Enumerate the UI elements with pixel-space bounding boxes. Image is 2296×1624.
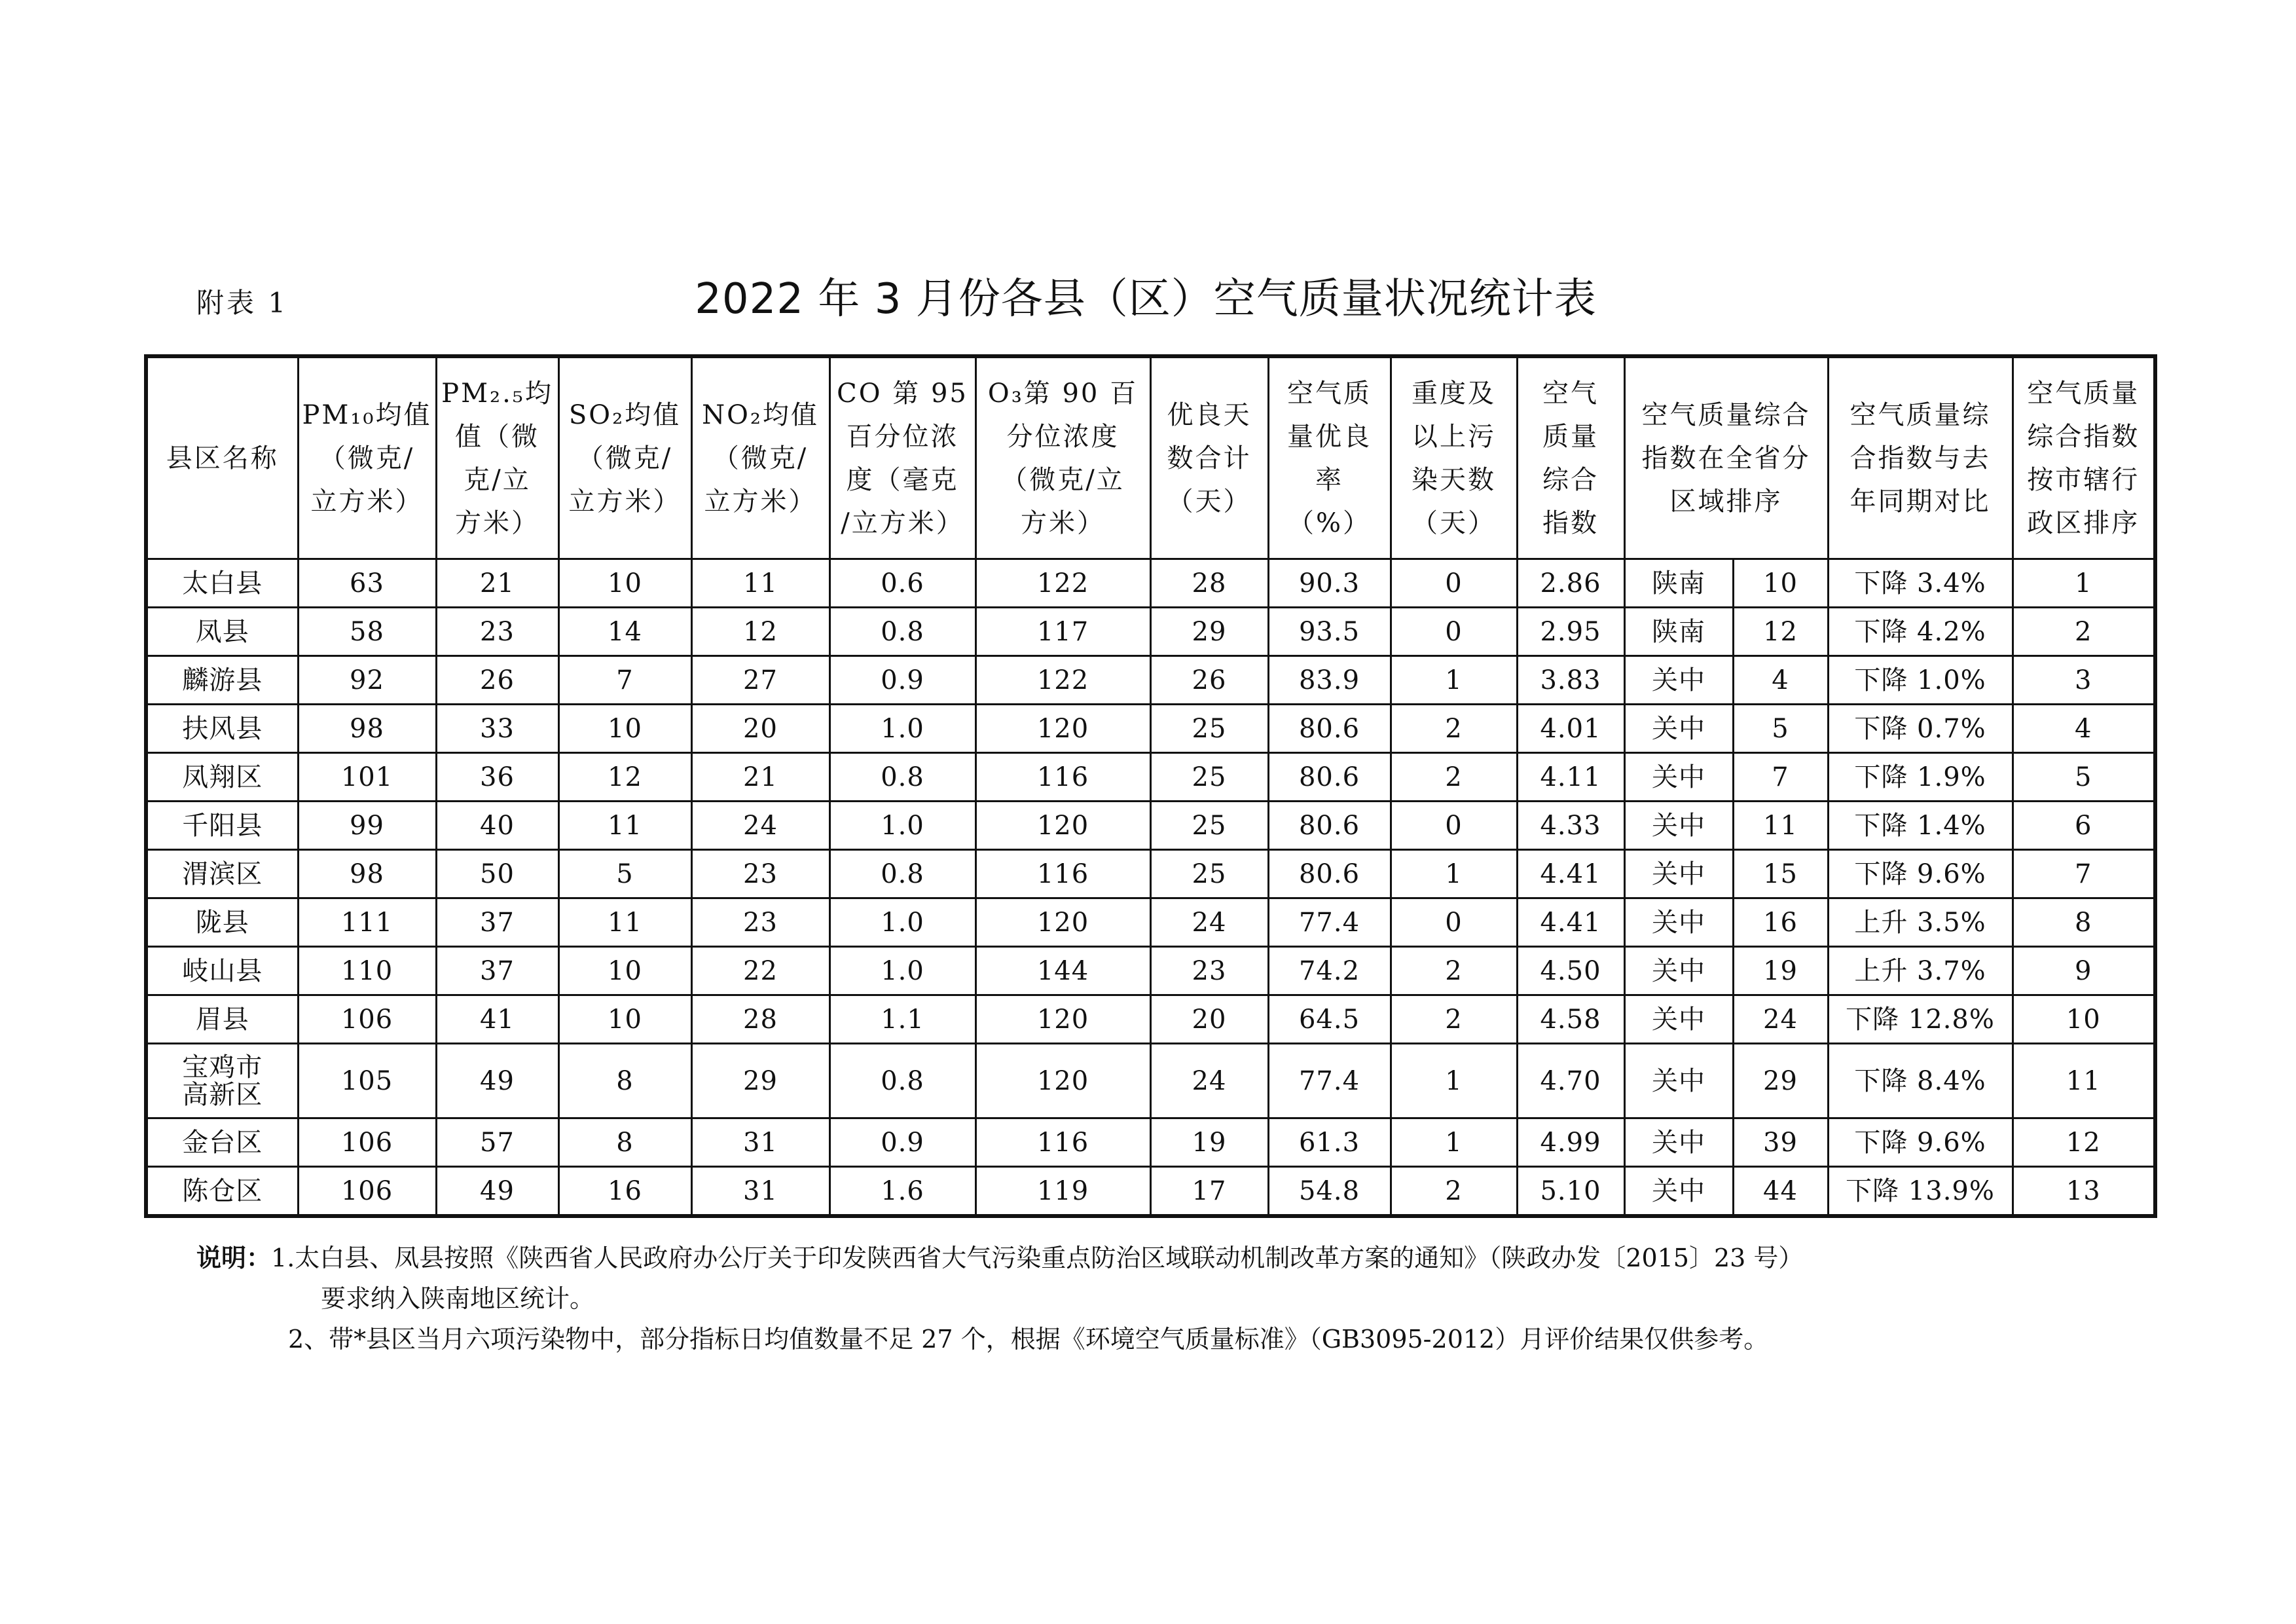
header-no2: NO₂均值 （微克/ 立方米） [691,356,829,559]
cell-o3: 116 [975,753,1150,802]
cell-region-rank: 16 [1733,898,1828,947]
cell-good-days: 29 [1150,608,1268,656]
cell-yoy: 上升 3.5% [1828,898,2013,947]
cell-so2: 8 [558,1044,691,1118]
cell-o3: 120 [975,802,1150,850]
cell-city-rank: 4 [2013,705,2155,753]
cell-so2: 7 [558,656,691,705]
cell-co: 0.6 [829,559,975,608]
cell-index: 2.86 [1517,559,1624,608]
cell-no2: 23 [691,850,829,898]
cell-pm25: 50 [436,850,558,898]
cell-severe-days: 1 [1391,850,1517,898]
cell-pm25: 49 [436,1167,558,1217]
notes [196,1238,1803,1359]
cell-index: 4.99 [1517,1118,1624,1167]
cell-good-days: 23 [1150,947,1268,995]
cell-o3: 144 [975,947,1150,995]
cell-region-rank: 15 [1733,850,1828,898]
cell-severe-days: 0 [1391,898,1517,947]
cell-region-rank: 19 [1733,947,1828,995]
cell-region-rank: 24 [1733,995,1828,1044]
cell-pm10: 106 [298,995,436,1044]
cell-good-rate: 93.5 [1268,608,1391,656]
table-header-row [146,356,2155,559]
header-co: CO 第 95 百分位浓 度（毫克 /立方米） [829,356,975,559]
cell-county-name: 陈仓区 [146,1167,298,1217]
cell-county-name: 宝鸡市 高新区 [146,1044,298,1118]
cell-index: 4.50 [1517,947,1624,995]
cell-co: 0.8 [829,753,975,802]
cell-so2: 5 [558,850,691,898]
cell-co: 1.1 [829,995,975,1044]
cell-region: 关中 [1624,850,1733,898]
cell-o3: 122 [975,559,1150,608]
cell-yoy: 下降 1.0% [1828,656,2013,705]
cell-county-name: 金台区 [146,1118,298,1167]
cell-city-rank: 13 [2013,1167,2155,1217]
cell-region-rank: 29 [1733,1044,1828,1118]
cell-pm10: 105 [298,1044,436,1118]
table-row [146,898,2155,947]
cell-good-days: 20 [1150,995,1268,1044]
cell-region-rank: 10 [1733,559,1828,608]
cell-city-rank: 10 [2013,995,2155,1044]
header-good-rate: 空气质 量优良 率 （%） [1268,356,1391,559]
cell-region: 关中 [1624,705,1733,753]
cell-city-rank: 1 [2013,559,2155,608]
cell-pm10: 63 [298,559,436,608]
cell-region-rank: 39 [1733,1118,1828,1167]
cell-pm10: 106 [298,1167,436,1217]
cell-city-rank: 6 [2013,802,2155,850]
cell-pm10: 98 [298,705,436,753]
cell-county-name: 渭滨区 [146,850,298,898]
cell-good-days: 19 [1150,1118,1268,1167]
cell-yoy: 下降 4.2% [1828,608,2013,656]
cell-good-rate: 61.3 [1268,1118,1391,1167]
cell-no2: 23 [691,898,829,947]
table-row [146,1167,2155,1217]
cell-city-rank: 8 [2013,898,2155,947]
appendix-label: 附表 1 [196,287,289,319]
cell-severe-days: 0 [1391,802,1517,850]
cell-good-rate: 80.6 [1268,753,1391,802]
cell-county-name: 扶风县 [146,705,298,753]
cell-no2: 12 [691,608,829,656]
table-row [146,947,2155,995]
cell-o3: 116 [975,850,1150,898]
cell-index: 2.95 [1517,608,1624,656]
cell-no2: 29 [691,1044,829,1118]
cell-pm25: 26 [436,656,558,705]
note-2: 2、带*县区当月六项污染物中，部分指标日均值数量不足 27 个，根据《环境空气质量标准》（GB3095-2012）月评价结果仅供参考。 [288,1325,1769,1354]
table-row [146,608,2155,656]
cell-good-rate: 74.2 [1268,947,1391,995]
cell-severe-days: 2 [1391,1167,1517,1217]
cell-good-rate: 77.4 [1268,1044,1391,1118]
table-row [146,559,2155,608]
cell-county-name: 陇县 [146,898,298,947]
header-so2: SO₂均值 （微克/ 立方米） [558,356,691,559]
cell-region: 关中 [1624,947,1733,995]
cell-o3: 120 [975,1044,1150,1118]
cell-city-rank: 5 [2013,753,2155,802]
cell-good-days: 25 [1150,802,1268,850]
cell-region-rank: 11 [1733,802,1828,850]
cell-severe-days: 2 [1391,753,1517,802]
header-good-days: 优良天 数合计 （天） [1150,356,1268,559]
air-quality-table [144,354,2157,1218]
cell-so2: 16 [558,1167,691,1217]
cell-region: 关中 [1624,753,1733,802]
header-province-rank: 空气质量综合 指数在全省分 区域排序 [1624,356,1828,559]
header-county-name: 县区名称 [146,356,298,559]
cell-county-name: 太白县 [146,559,298,608]
cell-co: 1.0 [829,947,975,995]
cell-county-name: 千阳县 [146,802,298,850]
cell-region: 关中 [1624,1118,1733,1167]
cell-pm25: 37 [436,898,558,947]
cell-good-rate: 80.6 [1268,705,1391,753]
page-title: 2022 年 3 月份各县（区）空气质量状况统计表 [695,275,1597,323]
cell-co: 0.9 [829,656,975,705]
cell-no2: 22 [691,947,829,995]
cell-co: 0.8 [829,850,975,898]
header-o3: O₃第 90 百 分位浓度 （微克/立 方米） [975,356,1150,559]
cell-pm10: 111 [298,898,436,947]
cell-region: 关中 [1624,898,1733,947]
cell-good-rate: 77.4 [1268,898,1391,947]
cell-region: 关中 [1624,1167,1733,1217]
cell-pm10: 101 [298,753,436,802]
cell-good-rate: 64.5 [1268,995,1391,1044]
note-1-continued: 要求纳入陕南地区统计。 [321,1284,595,1313]
cell-pm10: 99 [298,802,436,850]
cell-yoy: 下降 0.7% [1828,705,2013,753]
table-row [146,850,2155,898]
cell-co: 0.8 [829,1044,975,1118]
header-city-rank: 空气质量 综合指数 按市辖行 政区排序 [2013,356,2155,559]
table-row [146,753,2155,802]
cell-index: 4.70 [1517,1044,1624,1118]
cell-yoy: 下降 9.6% [1828,850,2013,898]
cell-county-name: 麟游县 [146,656,298,705]
cell-severe-days: 1 [1391,1044,1517,1118]
cell-index: 4.33 [1517,802,1624,850]
table-row [146,995,2155,1044]
cell-o3: 122 [975,656,1150,705]
cell-county-name: 眉县 [146,995,298,1044]
table-body [146,559,2155,1217]
table-row [146,1118,2155,1167]
cell-no2: 31 [691,1118,829,1167]
cell-so2: 8 [558,1118,691,1167]
cell-index: 4.58 [1517,995,1624,1044]
cell-no2: 11 [691,559,829,608]
cell-severe-days: 2 [1391,995,1517,1044]
cell-yoy: 下降 1.9% [1828,753,2013,802]
cell-good-days: 26 [1150,656,1268,705]
cell-good-days: 28 [1150,559,1268,608]
header-pm10: PM₁₀均值 （微克/ 立方米） [298,356,436,559]
cell-index: 4.41 [1517,850,1624,898]
cell-yoy: 上升 3.7% [1828,947,2013,995]
cell-region: 关中 [1624,656,1733,705]
cell-no2: 20 [691,705,829,753]
cell-co: 1.0 [829,898,975,947]
cell-pm25: 40 [436,802,558,850]
cell-o3: 116 [975,1118,1150,1167]
cell-good-rate: 54.8 [1268,1167,1391,1217]
cell-so2: 11 [558,802,691,850]
cell-region-rank: 4 [1733,656,1828,705]
note-1-text: 1.太白县、凤县按照《陕西省人民政府办公厅关于印发陕西省大气污染重点防治区域联动机制改革方案的通知》（陕政办发〔2015〕23 号） [271,1244,1804,1272]
cell-city-rank: 7 [2013,850,2155,898]
cell-region-rank: 5 [1733,705,1828,753]
cell-o3: 117 [975,608,1150,656]
cell-city-rank: 9 [2013,947,2155,995]
cell-severe-days: 1 [1391,1118,1517,1167]
cell-co: 1.6 [829,1167,975,1217]
cell-region: 陕南 [1624,608,1733,656]
cell-index: 4.41 [1517,898,1624,947]
cell-so2: 10 [558,947,691,995]
cell-good-days: 25 [1150,705,1268,753]
cell-yoy: 下降 8.4% [1828,1044,2013,1118]
cell-good-rate: 80.6 [1268,802,1391,850]
cell-no2: 21 [691,753,829,802]
cell-so2: 10 [558,705,691,753]
cell-co: 1.0 [829,802,975,850]
cell-good-days: 24 [1150,898,1268,947]
cell-o3: 119 [975,1167,1150,1217]
cell-no2: 24 [691,802,829,850]
cell-pm10: 98 [298,850,436,898]
cell-pm10: 58 [298,608,436,656]
cell-good-rate: 80.6 [1268,850,1391,898]
cell-yoy: 下降 3.4% [1828,559,2013,608]
cell-yoy: 下降 1.4% [1828,802,2013,850]
cell-city-rank: 12 [2013,1118,2155,1167]
cell-good-days: 25 [1150,753,1268,802]
cell-city-rank: 2 [2013,608,2155,656]
cell-o3: 120 [975,995,1150,1044]
cell-index: 3.83 [1517,656,1624,705]
cell-region-rank: 44 [1733,1167,1828,1217]
cell-pm25: 36 [436,753,558,802]
cell-so2: 10 [558,559,691,608]
cell-no2: 27 [691,656,829,705]
cell-no2: 31 [691,1167,829,1217]
cell-good-days: 25 [1150,850,1268,898]
cell-pm25: 23 [436,608,558,656]
cell-yoy: 下降 13.9% [1828,1167,2013,1217]
cell-index: 5.10 [1517,1167,1624,1217]
cell-o3: 120 [975,898,1150,947]
cell-good-days: 17 [1150,1167,1268,1217]
cell-county-name: 岐山县 [146,947,298,995]
cell-o3: 120 [975,705,1150,753]
cell-no2: 28 [691,995,829,1044]
cell-pm10: 110 [298,947,436,995]
cell-region-rank: 7 [1733,753,1828,802]
cell-good-rate: 90.3 [1268,559,1391,608]
cell-pm10: 106 [298,1118,436,1167]
cell-co: 0.8 [829,608,975,656]
table-row [146,705,2155,753]
cell-severe-days: 2 [1391,947,1517,995]
table-row [146,1044,2155,1118]
cell-region: 关中 [1624,1044,1733,1118]
cell-pm25: 21 [436,559,558,608]
cell-so2: 14 [558,608,691,656]
cell-county-name: 凤县 [146,608,298,656]
cell-yoy: 下降 9.6% [1828,1118,2013,1167]
cell-region: 关中 [1624,995,1733,1044]
cell-severe-days: 0 [1391,608,1517,656]
cell-pm25: 49 [436,1044,558,1118]
table-row [146,802,2155,850]
cell-co: 1.0 [829,705,975,753]
cell-region: 陕南 [1624,559,1733,608]
header-severe-days: 重度及 以上污 染天数 （天） [1391,356,1517,559]
cell-so2: 11 [558,898,691,947]
cell-city-rank: 11 [2013,1044,2155,1118]
cell-region: 关中 [1624,802,1733,850]
header-yoy: 空气质量综 合指数与去 年同期对比 [1828,356,2013,559]
cell-good-rate: 83.9 [1268,656,1391,705]
cell-pm25: 41 [436,995,558,1044]
cell-so2: 10 [558,995,691,1044]
cell-severe-days: 2 [1391,705,1517,753]
cell-yoy: 下降 12.8% [1828,995,2013,1044]
cell-severe-days: 0 [1391,559,1517,608]
cell-pm25: 57 [436,1118,558,1167]
header-index: 空气 质量 综合 指数 [1517,356,1624,559]
note-1 [196,1238,1803,1278]
notes-label: 说明： [196,1243,272,1272]
header-pm25: PM₂.₅均 值（微 克/立 方米） [436,356,558,559]
cell-pm25: 33 [436,705,558,753]
cell-so2: 12 [558,753,691,802]
cell-index: 4.01 [1517,705,1624,753]
cell-good-days: 24 [1150,1044,1268,1118]
cell-city-rank: 3 [2013,656,2155,705]
cell-region-rank: 12 [1733,608,1828,656]
cell-pm25: 37 [436,947,558,995]
cell-severe-days: 1 [1391,656,1517,705]
table-row [146,656,2155,705]
cell-co: 0.9 [829,1118,975,1167]
cell-index: 4.11 [1517,753,1624,802]
cell-county-name: 凤翔区 [146,753,298,802]
cell-pm10: 92 [298,656,436,705]
